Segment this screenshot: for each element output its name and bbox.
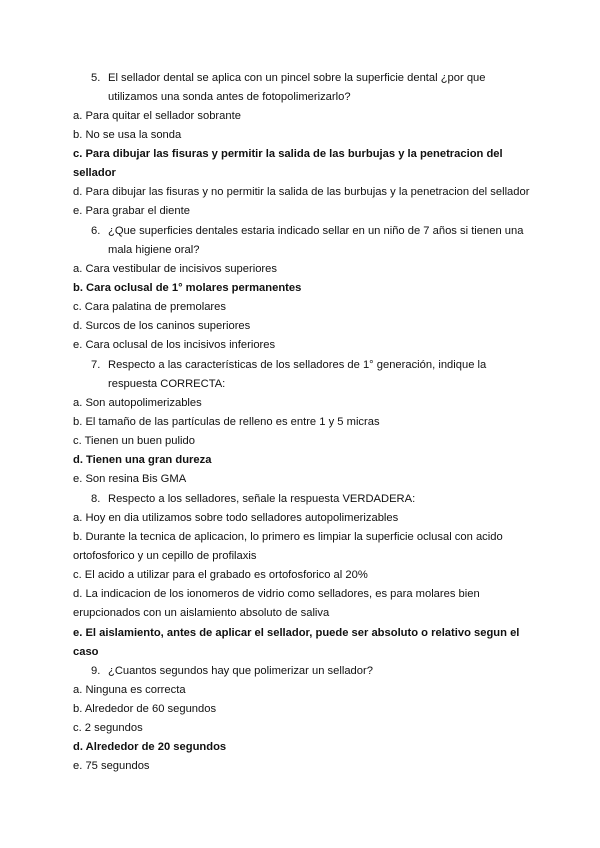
option-d: d. La indicacion de los ionomeros de vidrio como selladores, es para molares bien [73, 588, 480, 600]
option-d-correct: d. Tienen una gran dureza [73, 454, 212, 466]
question-8 [91, 490, 560, 509]
option-c-correct: c. Para dibujar las fisuras y permitir la salida de las burbujas y la penetracion del [73, 148, 503, 160]
option-b: b. No se usa la sonda [73, 129, 182, 141]
option-c: c. El acido a utilizar para el grabado es ortofosforico al 20% [73, 569, 368, 581]
question-text: ¿Que superficies dentales estaria indicado sellar en un niño de 7 años si tienen una [108, 225, 524, 237]
option-d-continued: erupcionados con un aislamiento absoluto de saliva [73, 607, 330, 619]
question-text: ¿Cuantos segundos hay que polimerizar un sellador? [108, 665, 373, 677]
option-a: a. Hoy en dia utilizamos sobre todo selladores autopolimerizables [73, 512, 399, 524]
question-text: Respecto a los selladores, señale la respuesta VERDADERA: [108, 493, 416, 505]
option-a: a. Para quitar el sellador sobrante [73, 110, 241, 122]
question-number: 9. [91, 665, 101, 677]
option-c: c. 2 segundos [73, 722, 143, 734]
question-text-continued: mala higiene oral? [108, 244, 200, 256]
option-a: a. Cara vestibular de incisivos superiores [73, 263, 277, 275]
option-d-correct: d. Alrededor de 20 segundos [73, 741, 227, 753]
option-d: d. Surcos de los caninos superiores [73, 320, 251, 332]
option-c: c. Tienen un buen pulido [73, 435, 195, 447]
option-e: e. Cara oclusal de los incisivos inferiores [73, 339, 276, 351]
question-number: 6. [91, 225, 101, 237]
option-c: c. Cara palatina de premolares [73, 301, 226, 313]
question-number: 5. [91, 72, 101, 84]
question-9 [91, 662, 560, 681]
question-text-continued: utilizamos una sonda antes de fotopolimerizarlo? [108, 91, 351, 103]
question-number: 7. [91, 359, 101, 371]
option-b-correct: b. Cara oclusal de 1° molares permanentes [73, 282, 302, 294]
option-b: b. Durante la tecnica de aplicacion, lo primero es limpiar la superficie oclusal con acido [73, 531, 503, 543]
option-b-continued: ortofosforico y un cepillo de profilaxis [73, 550, 257, 562]
question-7 [91, 356, 560, 375]
option-e: e. Son resina Bis GMA [73, 473, 187, 485]
option-e: e. Para grabar el diente [73, 205, 190, 217]
option-e-correct-continued: caso [73, 646, 99, 658]
question-number: 8. [91, 493, 101, 505]
question-6 [91, 222, 560, 241]
question-5 [91, 69, 560, 88]
question-text: El sellador dental se aplica con un pincel sobre la superficie dental ¿por que [108, 72, 486, 84]
option-e: e. 75 segundos [73, 760, 150, 772]
option-e-correct: e. El aislamiento, antes de aplicar el sellador, puede ser absoluto o relativo segun el [73, 627, 520, 639]
option-d: d. Para dibujar las fisuras y no permitir la salida de las burbujas y la penetracion del sellador [73, 186, 530, 198]
question-text-continued: respuesta CORRECTA: [108, 378, 226, 390]
question-text: Respecto a las características de los selladores de 1° generación, indique la [108, 359, 487, 371]
option-c-correct-continued: sellador [73, 167, 116, 179]
option-a: a. Ninguna es correcta [73, 684, 186, 696]
option-b: b. El tamaño de las partículas de relleno es entre 1 y 5 micras [73, 416, 380, 428]
option-b: b. Alrededor de 60 segundos [73, 703, 217, 715]
option-a: a. Son autopolimerizables [73, 397, 202, 409]
